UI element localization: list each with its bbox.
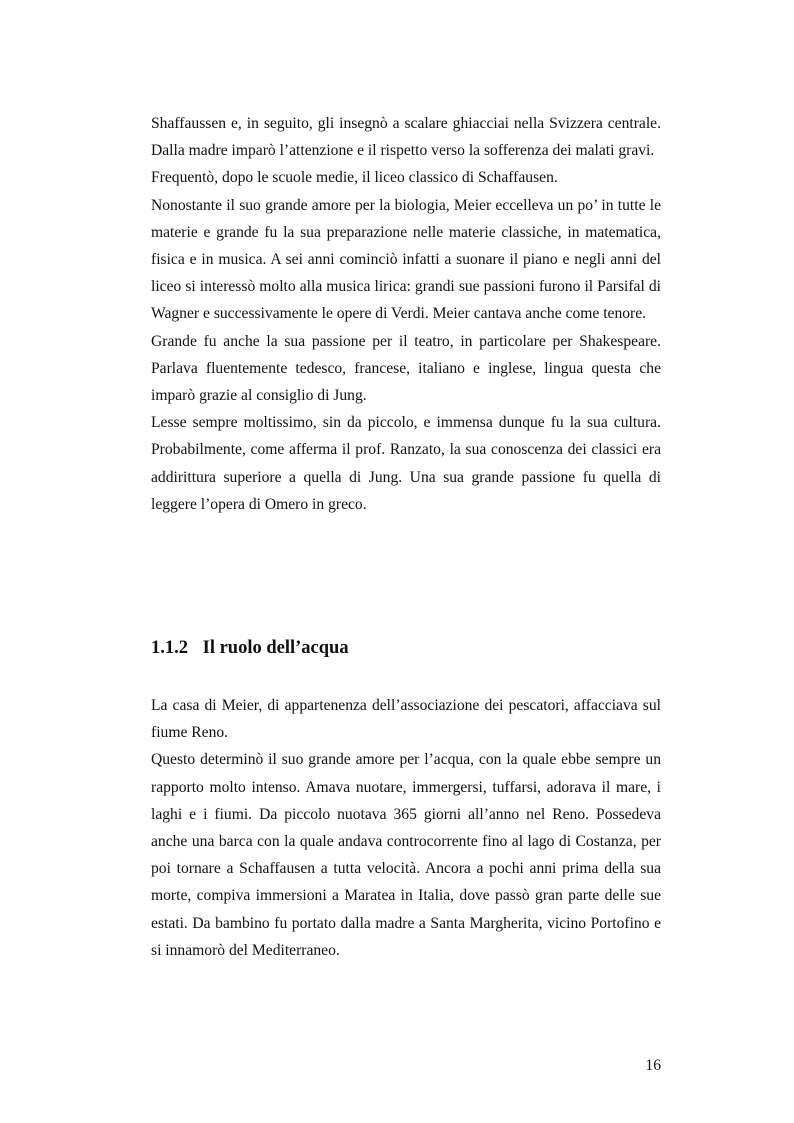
section-heading — [151, 634, 349, 662]
paragraph: Frequentò, dopo le scuole medie, il liceo classico di Schaffausen. — [151, 169, 558, 187]
paragraph: Grande fu anche la sua passione per il teatro, in particolare per Shakespeare. Parlava fluentemente tedesco, francese, italiano e inglese, lingua questa che imparò grazie al consiglio di Jung. — [151, 332, 661, 405]
paragraph: Nonostante il suo grande amore per la biologia, Meier eccelleva un po’ in tutte le materie e grande fu la sua preparazione nelle materie classiche, in matematica, fisica e in musica. A sei anni cominciò infatti a suonare il piano e negli anni del liceo si interessò molto alla musica lirica: grandi sue passioni furono il Parsifal di Wagner e successivamente le opere di Verdi. Meier cantava anche come tenore. — [151, 196, 661, 323]
paragraph: La casa di Meier, di appartenenza dell’associazione dei pescatori, affacciava sul fiume Reno. — [151, 697, 661, 742]
body-text-bottom — [151, 692, 661, 964]
page-number: 16 — [645, 1057, 661, 1074]
paragraph: Lesse sempre moltissimo, sin da piccolo, e immensa dunque fu la sua cultura. Probabilmente, come afferma il prof. Ranzato, la sua conoscenza dei classici era addirittura superiore a quella di Jung. Una sua grande passione fu quella di leggere l’opera di Omero in greco. — [151, 414, 661, 513]
section-title: Il ruolo dell’acqua — [202, 638, 349, 658]
body-text-top — [151, 110, 661, 518]
paragraph: Questo determinò il suo grande amore per l’acqua, con la quale ebbe sempre un rapporto molto intenso. Amava nuotare, immergersi, tuffarsi, adorava il mare, i laghi e i fiumi. Da piccolo nuotava 365 giorni all’anno nel Reno. Possedeva anche una barca con la quale andava controcorrente fino al lago di Costanza, per poi tornare a Schaffausen a tutta velocità. Ancora a pochi anni prima della sua morte, compiva immersioni a Maratea in Italia, dove passò gran parte delle sue estati. Da bambino fu portato dalla madre a Santa Margherita, vicino Portofino e si innamorò del Mediterraneo. — [151, 751, 661, 959]
paragraph: Shaffaussen e, in seguito, gli insegnò a scalare ghiacciai nella Svizzera centrale. Dalla madre imparò l’attenzione e il rispetto verso la sofferenza dei malati gravi. — [151, 115, 661, 160]
section-number: 1.1.2 — [151, 638, 188, 658]
